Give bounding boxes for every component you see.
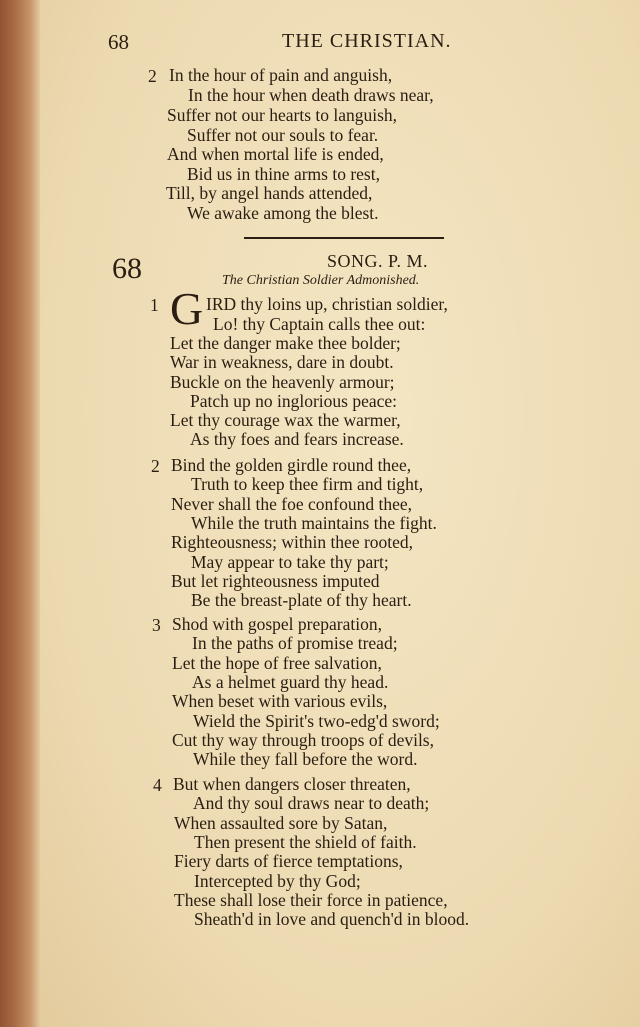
verse-line: When beset with various evils, bbox=[172, 691, 388, 711]
verse-line: Let the danger make thee bolder; bbox=[170, 333, 401, 353]
hymn-title: SONG. P. M. bbox=[327, 251, 429, 271]
verse-line: While they fall before the word. bbox=[193, 749, 418, 769]
verse-line: In the hour of pain and anguish, bbox=[169, 65, 393, 85]
verse-line: Suffer not our hearts to languish, bbox=[167, 105, 398, 125]
verse-line: IRD thy loins up, christian soldier, bbox=[206, 294, 448, 314]
verse-line: We awake among the blest. bbox=[187, 203, 379, 223]
verse-line: Shod with gospel preparation, bbox=[172, 614, 382, 634]
verse-line: And thy soul draws near to death; bbox=[193, 793, 430, 813]
verse-line: Let thy courage wax the warmer, bbox=[170, 410, 401, 430]
verse-line: As a helmet guard thy head. bbox=[192, 672, 389, 692]
verse-line: Truth to keep thee firm and tight, bbox=[191, 474, 424, 494]
verse-line: Suffer not our souls to fear. bbox=[187, 125, 379, 145]
verse-line: Sheath'd in love and quench'd in blood. bbox=[194, 909, 470, 929]
verse-line: Righteousness; within thee rooted, bbox=[171, 532, 414, 552]
verse-line: Bind the golden girdle round thee, bbox=[171, 455, 412, 475]
verse-line: May appear to take thy part; bbox=[191, 552, 389, 572]
verse-line: Patch up no inglorious peace: bbox=[190, 391, 398, 411]
verse-line: Let the hope of free salvation, bbox=[172, 653, 382, 673]
verse-line: In the hour when death draws near, bbox=[188, 85, 434, 105]
verse-number: 2 bbox=[151, 456, 160, 476]
verse-line: While the truth maintains the fight. bbox=[191, 513, 437, 533]
verse-line: But let righteousness imputed bbox=[171, 571, 380, 591]
verse-line: And when mortal life is ended, bbox=[167, 144, 384, 164]
verse-line: Then present the shield of faith. bbox=[194, 832, 417, 852]
book-spine-edge bbox=[0, 0, 40, 1027]
verse-line: Fiery darts of fierce temptations, bbox=[174, 851, 403, 871]
verse-line: But when dangers closer threaten, bbox=[173, 774, 411, 794]
verse-line: As thy foes and fears increase. bbox=[190, 429, 404, 449]
verse-line: Intercepted by thy God; bbox=[194, 871, 361, 891]
verse-number: 4 bbox=[153, 775, 162, 795]
hymn-subtitle: The Christian Soldier Admonished. bbox=[222, 273, 420, 288]
verse-line: Be the breast-plate of thy heart. bbox=[191, 590, 412, 610]
verse-line: When assaulted sore by Satan, bbox=[174, 813, 388, 833]
verse-line: Bid us in thine arms to rest, bbox=[187, 164, 380, 184]
verse-line: War in weakness, dare in doubt. bbox=[170, 352, 394, 372]
verse-number: 3 bbox=[152, 615, 161, 635]
verse-number: 2 bbox=[148, 66, 157, 86]
verse-number: 1 bbox=[150, 295, 159, 315]
verse-line: Buckle on the heavenly armour; bbox=[170, 372, 395, 392]
verse-line: Till, by angel hands attended, bbox=[166, 183, 373, 203]
verse-line: Never shall the foe confound thee, bbox=[171, 494, 413, 514]
verse-line: In the paths of promise tread; bbox=[192, 633, 398, 653]
page-number: 68 bbox=[108, 30, 129, 54]
verse-line: Cut thy way through troops of devils, bbox=[172, 730, 434, 750]
section-divider bbox=[244, 237, 444, 239]
hymn-number: 68 bbox=[112, 252, 142, 285]
verse-line: Wield the Spirit's two-edg'd sword; bbox=[193, 711, 440, 731]
drop-cap: G bbox=[170, 283, 204, 334]
verse-line: These shall lose their force in patience, bbox=[174, 890, 448, 910]
running-title: THE CHRISTIAN. bbox=[282, 30, 452, 52]
verse-line: Lo! thy Captain calls thee out: bbox=[213, 314, 426, 334]
